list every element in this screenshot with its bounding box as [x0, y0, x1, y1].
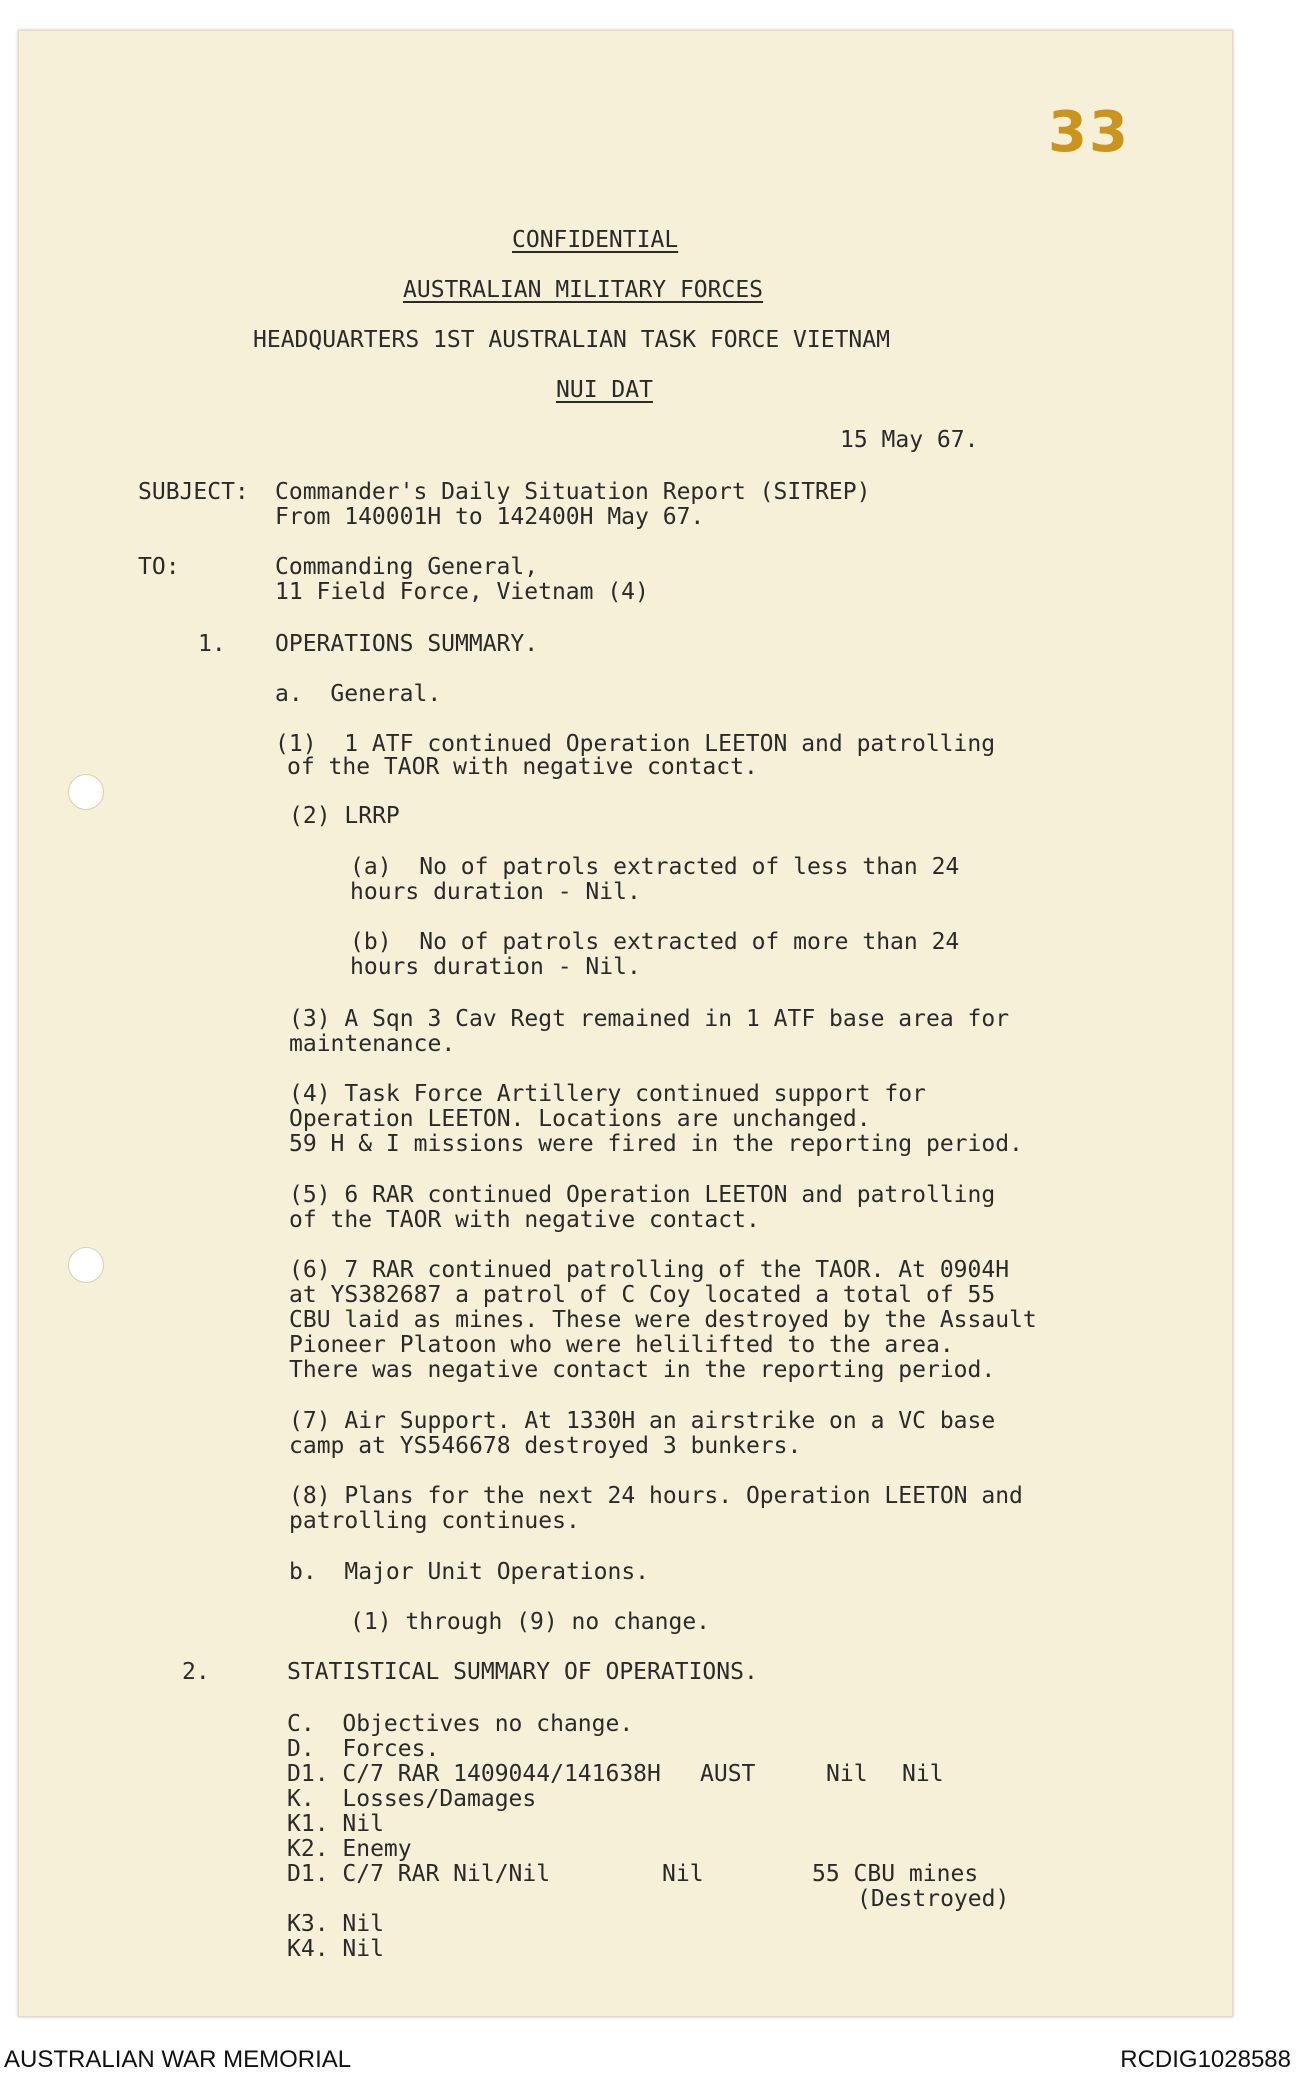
stat-cell: 55 CBU mines [812, 1861, 979, 1887]
paragraph-line: (7) Air Support. At 1330H an airstrike on a VC base [289, 1408, 996, 1434]
paragraph-line: maintenance. [289, 1031, 456, 1057]
paragraph-line: (b) No of patrols extracted of more than 24 [350, 929, 960, 955]
to-line: 11 Field Force, Vietnam (4) [275, 579, 649, 605]
paragraph-line: (8) Plans for the next 24 hours. Operation LEETON and [289, 1483, 1023, 1509]
paragraph-line: (2) LRRP [289, 803, 400, 829]
subject-label: SUBJECT: [138, 479, 249, 505]
paragraph-line: at YS382687 a patrol of C Coy located a total of 55 [289, 1282, 996, 1308]
punch-hole [68, 1247, 104, 1283]
paragraph-line: CBU laid as mines. These were destroyed by the Assault [289, 1307, 1037, 1333]
location: NUI DAT [556, 377, 653, 403]
organization: AUSTRALIAN MILITARY FORCES [403, 277, 764, 303]
paragraph-line: hours duration - Nil. [350, 954, 641, 980]
to-label: TO: [138, 554, 180, 580]
paragraph-line: hours duration - Nil. [350, 879, 641, 905]
subsection-title: b. Major Unit Operations. [289, 1559, 650, 1585]
stat-cell: Nil [826, 1761, 868, 1787]
stat-line: K2. Enemy [287, 1836, 412, 1862]
footer-source: AUSTRALIAN WAR MEMORIAL [4, 2046, 352, 2073]
section-title: OPERATIONS SUMMARY. [275, 631, 539, 657]
stat-line: D. Forces. [287, 1736, 440, 1762]
paragraph-line: patrolling continues. [289, 1508, 580, 1534]
to-line: Commanding General, [275, 554, 539, 580]
punch-hole [68, 774, 104, 810]
paragraph-line: Pioneer Platoon who were helilifted to the area. [289, 1332, 954, 1358]
section-number: 1. [198, 631, 226, 657]
paragraph-line: There was negative contact in the reporting period. [289, 1357, 996, 1383]
paragraph-line: camp at YS546678 destroyed 3 bunkers. [289, 1433, 802, 1459]
stat-line: K1. Nil [287, 1811, 384, 1837]
stat-cell: Nil [662, 1861, 704, 1887]
stat-line: C. Objectives no change. [287, 1711, 634, 1737]
stat-line: D1. C/7 RAR Nil/Nil [287, 1861, 551, 1887]
paragraph-line: of the TAOR with negative contact. [289, 1207, 760, 1233]
page-number: 33 [1048, 100, 1130, 165]
paragraph-line: Operation LEETON. Locations are unchanged. [289, 1106, 871, 1132]
stat-line: K4. Nil [287, 1936, 384, 1962]
stat-line: D1. C/7 RAR 1409044/141638H [287, 1761, 661, 1787]
paragraph-line: (3) A Sqn 3 Cav Regt remained in 1 ATF base area for [289, 1006, 1010, 1032]
paragraph-line: (4) Task Force Artillery continued support for [289, 1081, 926, 1107]
stat-cell: AUST [700, 1761, 756, 1787]
report-date: 15 May 67. [840, 427, 979, 453]
paragraph-line: (1) 1 ATF continued Operation LEETON and patrolling [275, 731, 996, 757]
subject-line: Commander's Daily Situation Report (SITREP) [275, 479, 871, 505]
section-number: 2. [182, 1659, 210, 1685]
paragraph-line: (a) No of patrols extracted of less than 24 [350, 854, 960, 880]
headquarters: HEADQUARTERS 1ST AUSTRALIAN TASK FORCE VIETNAM [253, 327, 890, 353]
stat-cell: (Destroyed) [857, 1886, 1010, 1912]
paragraph-line: (5) 6 RAR continued Operation LEETON and patrolling [289, 1182, 996, 1208]
stat-line: K. Losses/Damages [287, 1786, 537, 1812]
footer-id: RCDIG1028588 [1120, 2046, 1291, 2073]
subject-line: From 140001H to 142400H May 67. [275, 504, 705, 530]
stat-line: K3. Nil [287, 1911, 384, 1937]
subsection-title: a. General. [275, 681, 442, 707]
paragraph-line: of the TAOR with negative contact. [287, 754, 758, 780]
classification: CONFIDENTIAL [512, 227, 679, 253]
section-title: STATISTICAL SUMMARY OF OPERATIONS. [287, 1659, 758, 1685]
stat-cell: Nil [902, 1761, 944, 1787]
paragraph-line: (1) through (9) no change. [350, 1609, 711, 1635]
paragraph-line: 59 H & I missions were fired in the reporting period. [289, 1131, 1023, 1157]
paragraph-line: (6) 7 RAR continued patrolling of the TAOR. At 0904H [289, 1257, 1010, 1283]
